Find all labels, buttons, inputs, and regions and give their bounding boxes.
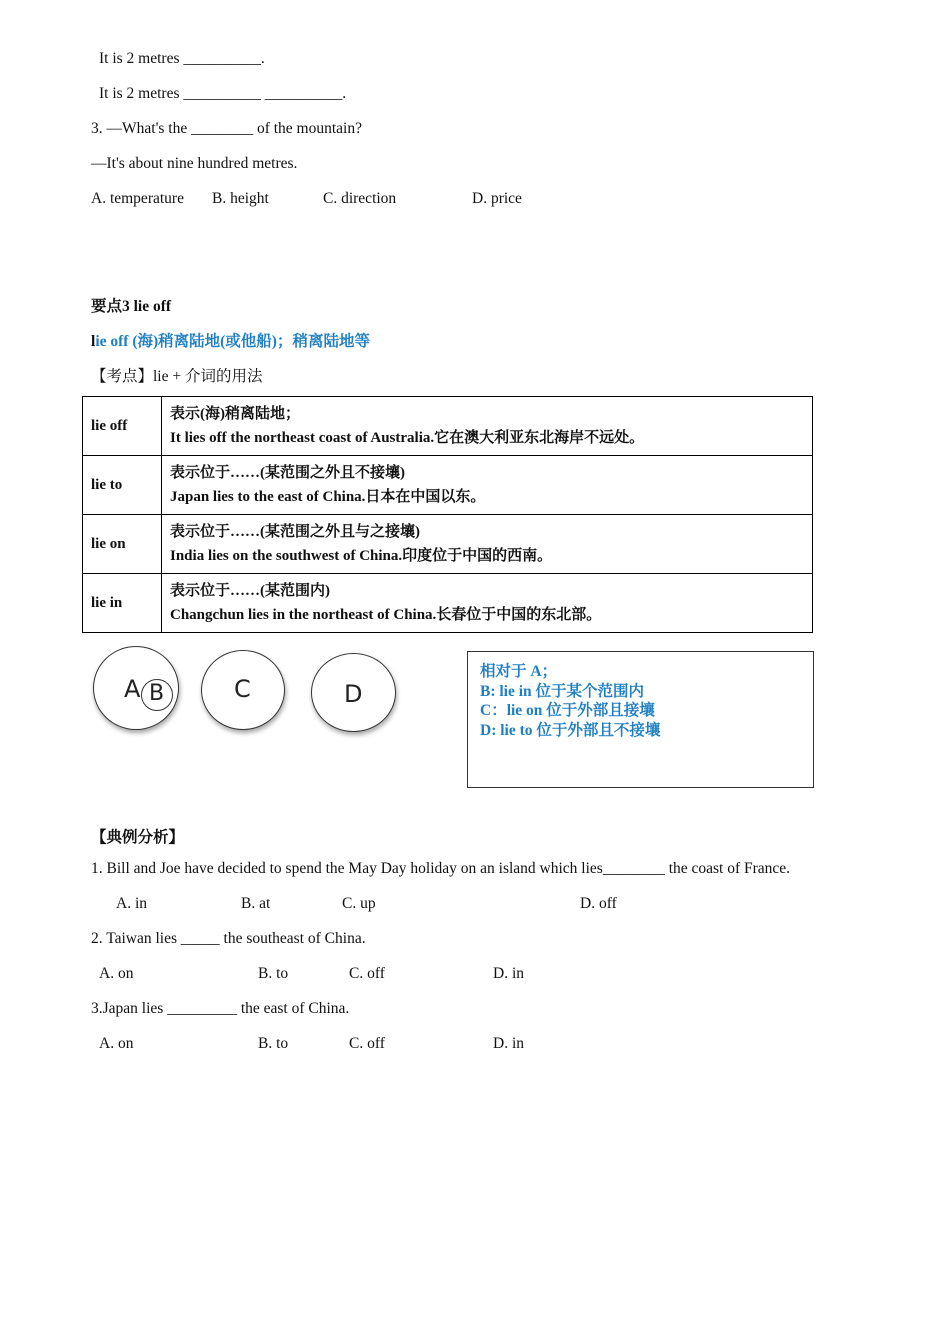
meaning: 表示位于……(某范围之外且不接壤) — [170, 465, 405, 481]
fill-in-line-2: It is 2 metres __________ __________. — [99, 85, 347, 102]
phrase-cell: lie in — [83, 574, 162, 633]
option-c: C. off — [349, 1035, 385, 1052]
question-3: 3. —What's the ________ of the mountain? — [91, 120, 362, 137]
circle-a-label: A — [124, 675, 141, 703]
circle-b — [141, 679, 173, 711]
meaning-cell — [162, 515, 813, 574]
example-sentence: Japan lies to the east of China.日本在中国以东。 — [170, 489, 486, 505]
diagram-note-box — [467, 651, 814, 788]
option-a: A. temperature — [91, 190, 184, 207]
example-question-2: 2. Taiwan lies _____ the southeast of China. — [91, 930, 366, 947]
definition-first-letter: l — [91, 333, 96, 350]
note-line: 相对于 A； — [480, 663, 558, 680]
option-b: B. to — [258, 965, 289, 982]
table-row — [83, 574, 813, 633]
meaning-cell — [162, 456, 813, 515]
lie-preposition-table — [82, 396, 813, 633]
option-a: A. on — [99, 1035, 134, 1052]
circle-a — [93, 646, 179, 730]
table-row — [83, 456, 813, 515]
circle-c-label: C — [234, 675, 251, 703]
phrase-cell: lie on — [83, 515, 162, 574]
option-c: C. up — [342, 895, 376, 912]
option-d: D. in — [493, 1035, 524, 1052]
meaning: 表示位于……(某范围之外且与之接壤) — [170, 524, 420, 540]
example-sentence: Changchun lies in the northeast of China.长春位于中国的东北部。 — [170, 607, 602, 623]
table-row — [83, 515, 813, 574]
example-question-1: 1. Bill and Joe have decided to spend the May Day holiday on an island which lies________ the coast of France. — [91, 860, 791, 877]
note-line: D: lie to 位于外部且不接壤 — [480, 722, 661, 739]
meaning-cell — [162, 397, 813, 456]
circle-c — [201, 650, 285, 730]
phrase-cell: lie off — [83, 397, 162, 456]
option-b: B. at — [241, 895, 271, 912]
example-sentence: It lies off the northeast coast of Australia.它在澳大利亚东北海岸不远处。 — [170, 430, 645, 446]
keypoint-definition — [91, 329, 370, 351]
circle-b-label: B — [149, 681, 165, 706]
option-d: D. price — [472, 190, 522, 207]
meaning: 表示(海)稍离陆地； — [170, 406, 300, 422]
option-c: C. direction — [323, 190, 397, 207]
fill-in-line-1: It is 2 metres __________. — [99, 50, 265, 67]
question-3-answer-line: —It's about nine hundred metres. — [91, 155, 298, 172]
option-a: A. on — [99, 965, 134, 982]
example-question-3: 3.Japan lies _________ the east of China. — [91, 1000, 350, 1017]
meaning: 表示位于……(某范围内) — [170, 583, 330, 599]
phrase-cell: lie to — [83, 456, 162, 515]
note-line: C：lie on 位于外部且接壤 — [480, 702, 655, 719]
examples-heading: 【典例分析】 — [91, 829, 185, 846]
table-row — [83, 397, 813, 456]
circle-d — [311, 653, 396, 732]
example-sentence: India lies on the southwest of China.印度位于中国的西南。 — [170, 548, 553, 564]
keypoint-heading: 要点3 lie off — [91, 298, 172, 315]
option-c: C. off — [349, 965, 385, 982]
option-b: B. to — [258, 1035, 289, 1052]
definition-text: ie off (海)稍离陆地(或他船)；稍离陆地等 — [95, 333, 370, 350]
circle-d-label: D — [344, 680, 363, 708]
option-d: D. off — [580, 895, 617, 912]
note-line: B: lie in 位于某个范围内 — [480, 683, 645, 700]
option-d: D. in — [493, 965, 524, 982]
meaning-cell — [162, 574, 813, 633]
option-b: B. height — [212, 190, 269, 207]
exam-point: 【考点】lie + 介词的用法 — [91, 368, 263, 385]
option-a: A. in — [116, 895, 147, 912]
